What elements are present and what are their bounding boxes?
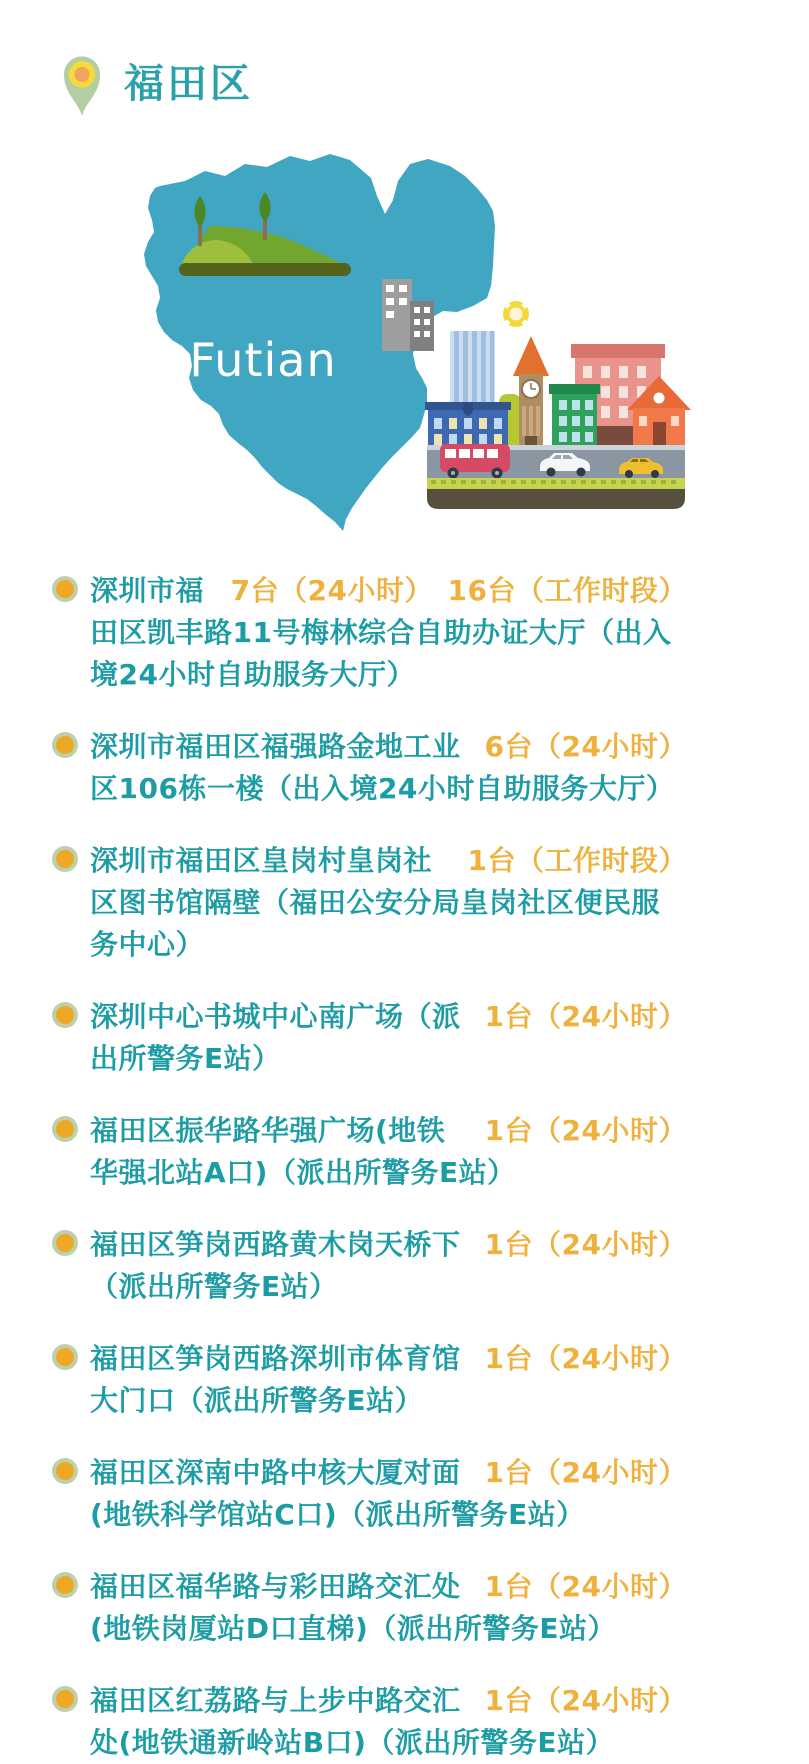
machine-count: 6台（24小时） (484, 730, 687, 763)
location-address: 福田区深南中路中核大厦对面(地铁科学馆站C口)（派出所警务E站） (90, 1456, 585, 1531)
machine-count: 1台（24小时） (484, 1000, 687, 1033)
location-address: 福田区笋岗西路黄木岗天桥下（派出所警务E站） (90, 1228, 461, 1303)
header (0, 0, 809, 118)
cityscape-icon (425, 331, 691, 509)
machine-count: 1台（24小时） (484, 1456, 687, 1489)
futian-map-illustration (95, 126, 695, 532)
list-item (56, 1566, 687, 1650)
bullet-icon (56, 736, 74, 754)
location-address: 福田区笋岗西路深圳市体育馆大门口（派出所警务E站） (90, 1342, 461, 1417)
machine-count: 1台（24小时） (484, 1684, 687, 1717)
location-address: 深圳市福田区福强路金地工业区106栋一楼（出入境24小时自助服务大厅） (90, 730, 675, 805)
list-item (56, 1680, 687, 1764)
location-address: 福田区福华路与彩田路交汇处(地铁岗厦站D口直梯)（派出所警务E站） (90, 1570, 616, 1645)
bullet-icon (56, 1120, 74, 1138)
location-address: 深圳市福田区凯丰路11号梅林综合自助办证大厅（出入境24小时自助服务大厅） (90, 574, 672, 691)
location-address: 福田区振华路华强广场(地铁华强北站A口)（派出所警务E站） (90, 1114, 516, 1189)
bullet-icon (56, 1690, 74, 1708)
bullet-icon (56, 1576, 74, 1594)
machine-count: 1台（24小时） (484, 1228, 687, 1261)
machine-count: 1台（24小时） (484, 1342, 687, 1375)
location-address: 深圳中心书城中心南广场（派出所警务E站） (90, 1000, 461, 1075)
location-pin-icon (56, 50, 108, 118)
location-address: 深圳市福田区皇岗村皇岗社区图书馆隔壁（福田公安分局皇岗社区便民服务中心） (90, 844, 661, 961)
district-title: 福田区 (124, 61, 253, 107)
machine-count: 1台（24小时） (484, 1570, 687, 1603)
machine-count: 7台（24小时） 16台（工作时段） (230, 574, 687, 607)
bullet-icon (56, 580, 74, 598)
list-item (56, 1224, 687, 1308)
list-item (56, 570, 687, 696)
bullet-icon (56, 1006, 74, 1024)
list-item (56, 1110, 687, 1194)
location-address: 福田区红荔路与上步中路交汇处(地铁通新岭站B口)（派出所警务E站） (90, 1684, 615, 1759)
sun-icon (493, 291, 538, 336)
bullet-icon (56, 1234, 74, 1252)
futian-map-svg (95, 126, 695, 532)
list-item (56, 726, 687, 810)
map-label: Futian (189, 333, 337, 387)
list-item (56, 840, 687, 966)
bullet-icon (56, 1348, 74, 1366)
list-item (56, 1452, 687, 1536)
list-item (56, 996, 687, 1080)
machine-count: 1台（工作时段） (467, 844, 687, 877)
machine-count: 1台（24小时） (484, 1114, 687, 1147)
list-item (56, 1338, 687, 1422)
location-list (0, 570, 809, 1764)
bullet-icon (56, 1462, 74, 1480)
bullet-icon (56, 850, 74, 868)
